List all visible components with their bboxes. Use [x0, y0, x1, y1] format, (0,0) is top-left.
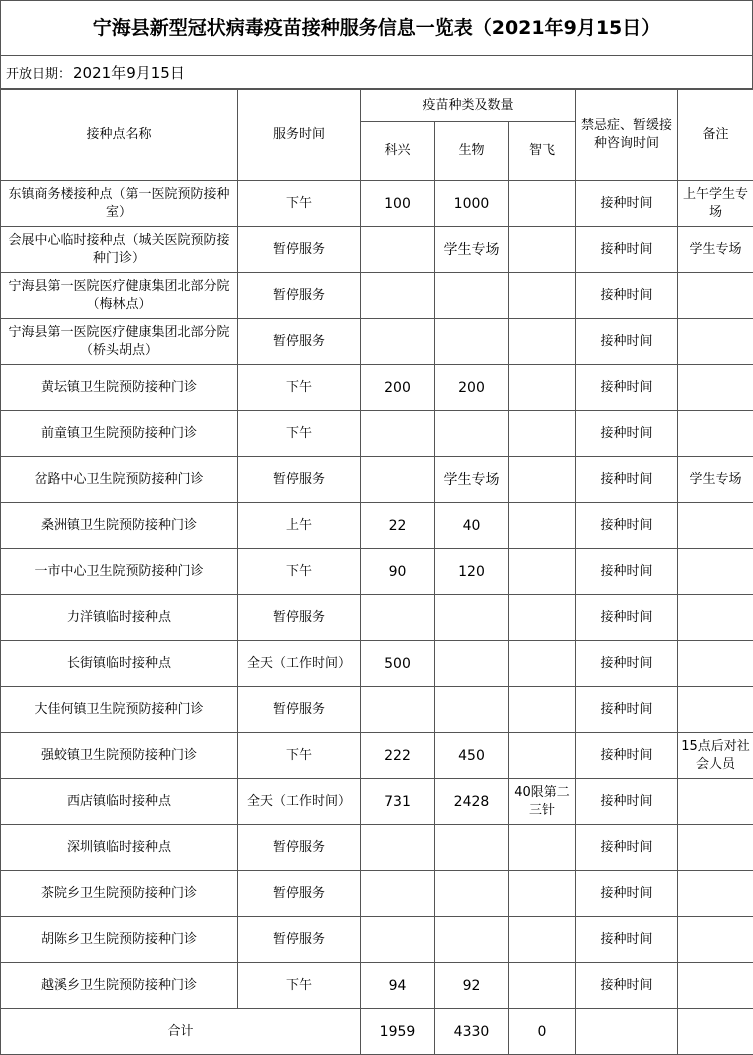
- cell-consult-time: 接种时间: [576, 687, 678, 733]
- header-shengwu: 生物: [435, 122, 509, 181]
- cell-service-time: 暂停服务: [238, 319, 361, 365]
- total-row: [1, 1009, 753, 1055]
- table-row: [1, 503, 753, 549]
- table-row: [1, 365, 753, 411]
- header-vaccine-group: 疫苗种类及数量: [361, 90, 576, 122]
- cell-service-time: 暂停服务: [238, 917, 361, 963]
- cell-service-time: 暂停服务: [238, 457, 361, 503]
- cell-service-time: 暂停服务: [238, 227, 361, 273]
- cell-kexing: [361, 227, 435, 273]
- cell-remark: [678, 871, 753, 917]
- cell-kexing: [361, 273, 435, 319]
- cell-kexing: [361, 595, 435, 641]
- cell-zhifei: [509, 503, 576, 549]
- cell-remark: [678, 917, 753, 963]
- cell-service-time: 全天（工作时间）: [238, 779, 361, 825]
- cell-shengwu: 200: [435, 365, 509, 411]
- cell-remark: [678, 963, 753, 1009]
- cell-remark: [678, 595, 753, 641]
- cell-service-time: 暂停服务: [238, 273, 361, 319]
- cell-kexing: 22: [361, 503, 435, 549]
- cell-site-name: 桑洲镇卫生院预防接种门诊: [1, 503, 238, 549]
- cell-zhifei: 40限第二三针: [509, 779, 576, 825]
- cell-remark: [678, 825, 753, 871]
- table-row: [1, 411, 753, 457]
- cell-consult-time: 接种时间: [576, 963, 678, 1009]
- cell-consult-time: 接种时间: [576, 871, 678, 917]
- cell-site-name: 大佳何镇卫生院预防接种门诊: [1, 687, 238, 733]
- cell-site-name: 宁海县第一医院医疗健康集团北部分院（桥头胡点）: [1, 319, 238, 365]
- header-service-time: 服务时间: [238, 90, 361, 181]
- cell-consult-time: 接种时间: [576, 273, 678, 319]
- cell-site-name: 强蛟镇卫生院预防接种门诊: [1, 733, 238, 779]
- cell-zhifei: [509, 365, 576, 411]
- cell-zhifei: [509, 963, 576, 1009]
- header-site-name: 接种点名称: [1, 90, 238, 181]
- table-body: [1, 181, 753, 1009]
- cell-shengwu: 92: [435, 963, 509, 1009]
- cell-shengwu: 学生专场: [435, 457, 509, 503]
- cell-consult-time: 接种时间: [576, 917, 678, 963]
- cell-shengwu: 学生专场: [435, 227, 509, 273]
- cell-shengwu: [435, 687, 509, 733]
- cell-zhifei: [509, 227, 576, 273]
- table-row: [1, 641, 753, 687]
- cell-remark: [678, 319, 753, 365]
- open-date-value: 2021年9月15日: [73, 64, 185, 82]
- cell-kexing: [361, 871, 435, 917]
- cell-consult-time: 接种时间: [576, 181, 678, 227]
- cell-site-name: 力洋镇临时接种点: [1, 595, 238, 641]
- cell-shengwu: [435, 917, 509, 963]
- total-zhifei: 0: [509, 1009, 576, 1055]
- cell-shengwu: [435, 273, 509, 319]
- cell-remark: [678, 365, 753, 411]
- vaccination-table: [0, 89, 753, 1055]
- cell-site-name: 茶院乡卫生院预防接种门诊: [1, 871, 238, 917]
- table-row: [1, 733, 753, 779]
- header-remark: 备注: [678, 90, 753, 181]
- cell-shengwu: 450: [435, 733, 509, 779]
- cell-kexing: [361, 917, 435, 963]
- total-shengwu: 4330: [435, 1009, 509, 1055]
- cell-zhifei: [509, 641, 576, 687]
- open-date-row: [0, 55, 753, 89]
- cell-consult-time: 接种时间: [576, 503, 678, 549]
- cell-shengwu: [435, 411, 509, 457]
- cell-consult-time: 接种时间: [576, 733, 678, 779]
- cell-zhifei: [509, 687, 576, 733]
- cell-service-time: 下午: [238, 365, 361, 411]
- cell-zhifei: [509, 917, 576, 963]
- cell-service-time: 下午: [238, 181, 361, 227]
- cell-kexing: 200: [361, 365, 435, 411]
- table-row: [1, 227, 753, 273]
- cell-site-name: 长街镇临时接种点: [1, 641, 238, 687]
- cell-kexing: [361, 825, 435, 871]
- cell-site-name: 宁海县第一医院医疗健康集团北部分院（梅林点）: [1, 273, 238, 319]
- cell-zhifei: [509, 871, 576, 917]
- table-row: [1, 181, 753, 227]
- cell-service-time: 下午: [238, 733, 361, 779]
- cell-remark: [678, 641, 753, 687]
- table-row: [1, 457, 753, 503]
- cell-remark: 15点后对社会人员: [678, 733, 753, 779]
- total-kexing: 1959: [361, 1009, 435, 1055]
- table-row: [1, 871, 753, 917]
- cell-shengwu: 2428: [435, 779, 509, 825]
- cell-zhifei: [509, 273, 576, 319]
- cell-site-name: 会展中心临时接种点（城关医院预防接种门诊）: [1, 227, 238, 273]
- cell-service-time: 下午: [238, 411, 361, 457]
- cell-consult-time: 接种时间: [576, 779, 678, 825]
- cell-service-time: 下午: [238, 549, 361, 595]
- cell-service-time: 上午: [238, 503, 361, 549]
- cell-shengwu: 120: [435, 549, 509, 595]
- table-row: [1, 687, 753, 733]
- cell-site-name: 胡陈乡卫生院预防接种门诊: [1, 917, 238, 963]
- cell-shengwu: 1000: [435, 181, 509, 227]
- cell-remark: 上午学生专场: [678, 181, 753, 227]
- cell-consult-time: 接种时间: [576, 365, 678, 411]
- cell-zhifei: [509, 549, 576, 595]
- cell-remark: 学生专场: [678, 227, 753, 273]
- cell-kexing: 100: [361, 181, 435, 227]
- cell-service-time: 下午: [238, 963, 361, 1009]
- cell-zhifei: [509, 733, 576, 779]
- cell-service-time: 暂停服务: [238, 871, 361, 917]
- cell-kexing: 90: [361, 549, 435, 595]
- total-remark: [678, 1009, 753, 1055]
- cell-shengwu: [435, 641, 509, 687]
- cell-site-name: 岔路中心卫生院预防接种门诊: [1, 457, 238, 503]
- cell-kexing: 94: [361, 963, 435, 1009]
- cell-site-name: 一市中心卫生院预防接种门诊: [1, 549, 238, 595]
- total-label: 合计: [1, 1009, 361, 1055]
- open-date-label: 开放日期：: [6, 67, 72, 82]
- cell-shengwu: [435, 595, 509, 641]
- header-zhifei: 智飞: [509, 122, 576, 181]
- header-consult-time: 禁忌症、暂缓接种咨询时间: [576, 90, 678, 181]
- cell-shengwu: [435, 871, 509, 917]
- cell-zhifei: [509, 595, 576, 641]
- cell-kexing: [361, 319, 435, 365]
- cell-kexing: [361, 457, 435, 503]
- cell-zhifei: [509, 181, 576, 227]
- cell-remark: 学生专场: [678, 457, 753, 503]
- cell-consult-time: 接种时间: [576, 549, 678, 595]
- table-row: [1, 549, 753, 595]
- cell-zhifei: [509, 825, 576, 871]
- page-title: 宁海县新型冠状病毒疫苗接种服务信息一览表（2021年9月15日）: [0, 0, 753, 55]
- cell-site-name: 西店镇临时接种点: [1, 779, 238, 825]
- cell-zhifei: [509, 457, 576, 503]
- cell-site-name: 越溪乡卫生院预防接种门诊: [1, 963, 238, 1009]
- cell-consult-time: 接种时间: [576, 411, 678, 457]
- cell-kexing: [361, 411, 435, 457]
- table-row: [1, 917, 753, 963]
- table-row: [1, 779, 753, 825]
- table-header: [1, 90, 753, 181]
- cell-service-time: 暂停服务: [238, 595, 361, 641]
- cell-site-name: 深圳镇临时接种点: [1, 825, 238, 871]
- cell-consult-time: 接种时间: [576, 457, 678, 503]
- cell-remark: [678, 503, 753, 549]
- cell-service-time: 暂停服务: [238, 687, 361, 733]
- cell-consult-time: 接种时间: [576, 319, 678, 365]
- total-consult: [576, 1009, 678, 1055]
- table-row: [1, 825, 753, 871]
- table-row: [1, 273, 753, 319]
- cell-shengwu: [435, 825, 509, 871]
- cell-remark: [678, 411, 753, 457]
- cell-service-time: 暂停服务: [238, 825, 361, 871]
- cell-consult-time: 接种时间: [576, 825, 678, 871]
- cell-consult-time: 接种时间: [576, 227, 678, 273]
- cell-consult-time: 接种时间: [576, 641, 678, 687]
- cell-kexing: [361, 687, 435, 733]
- cell-kexing: 731: [361, 779, 435, 825]
- cell-zhifei: [509, 411, 576, 457]
- header-kexing: 科兴: [361, 122, 435, 181]
- table-row: [1, 963, 753, 1009]
- cell-remark: [678, 687, 753, 733]
- table-row: [1, 595, 753, 641]
- cell-remark: [678, 779, 753, 825]
- cell-kexing: 222: [361, 733, 435, 779]
- cell-service-time: 全天（工作时间）: [238, 641, 361, 687]
- cell-site-name: 东镇商务楼接种点（第一医院预防接种室）: [1, 181, 238, 227]
- cell-remark: [678, 549, 753, 595]
- cell-consult-time: 接种时间: [576, 595, 678, 641]
- cell-remark: [678, 273, 753, 319]
- cell-site-name: 黄坛镇卫生院预防接种门诊: [1, 365, 238, 411]
- cell-kexing: 500: [361, 641, 435, 687]
- cell-zhifei: [509, 319, 576, 365]
- table-row: [1, 319, 753, 365]
- cell-shengwu: [435, 319, 509, 365]
- cell-site-name: 前童镇卫生院预防接种门诊: [1, 411, 238, 457]
- cell-shengwu: 40: [435, 503, 509, 549]
- table-footer: [1, 1009, 753, 1055]
